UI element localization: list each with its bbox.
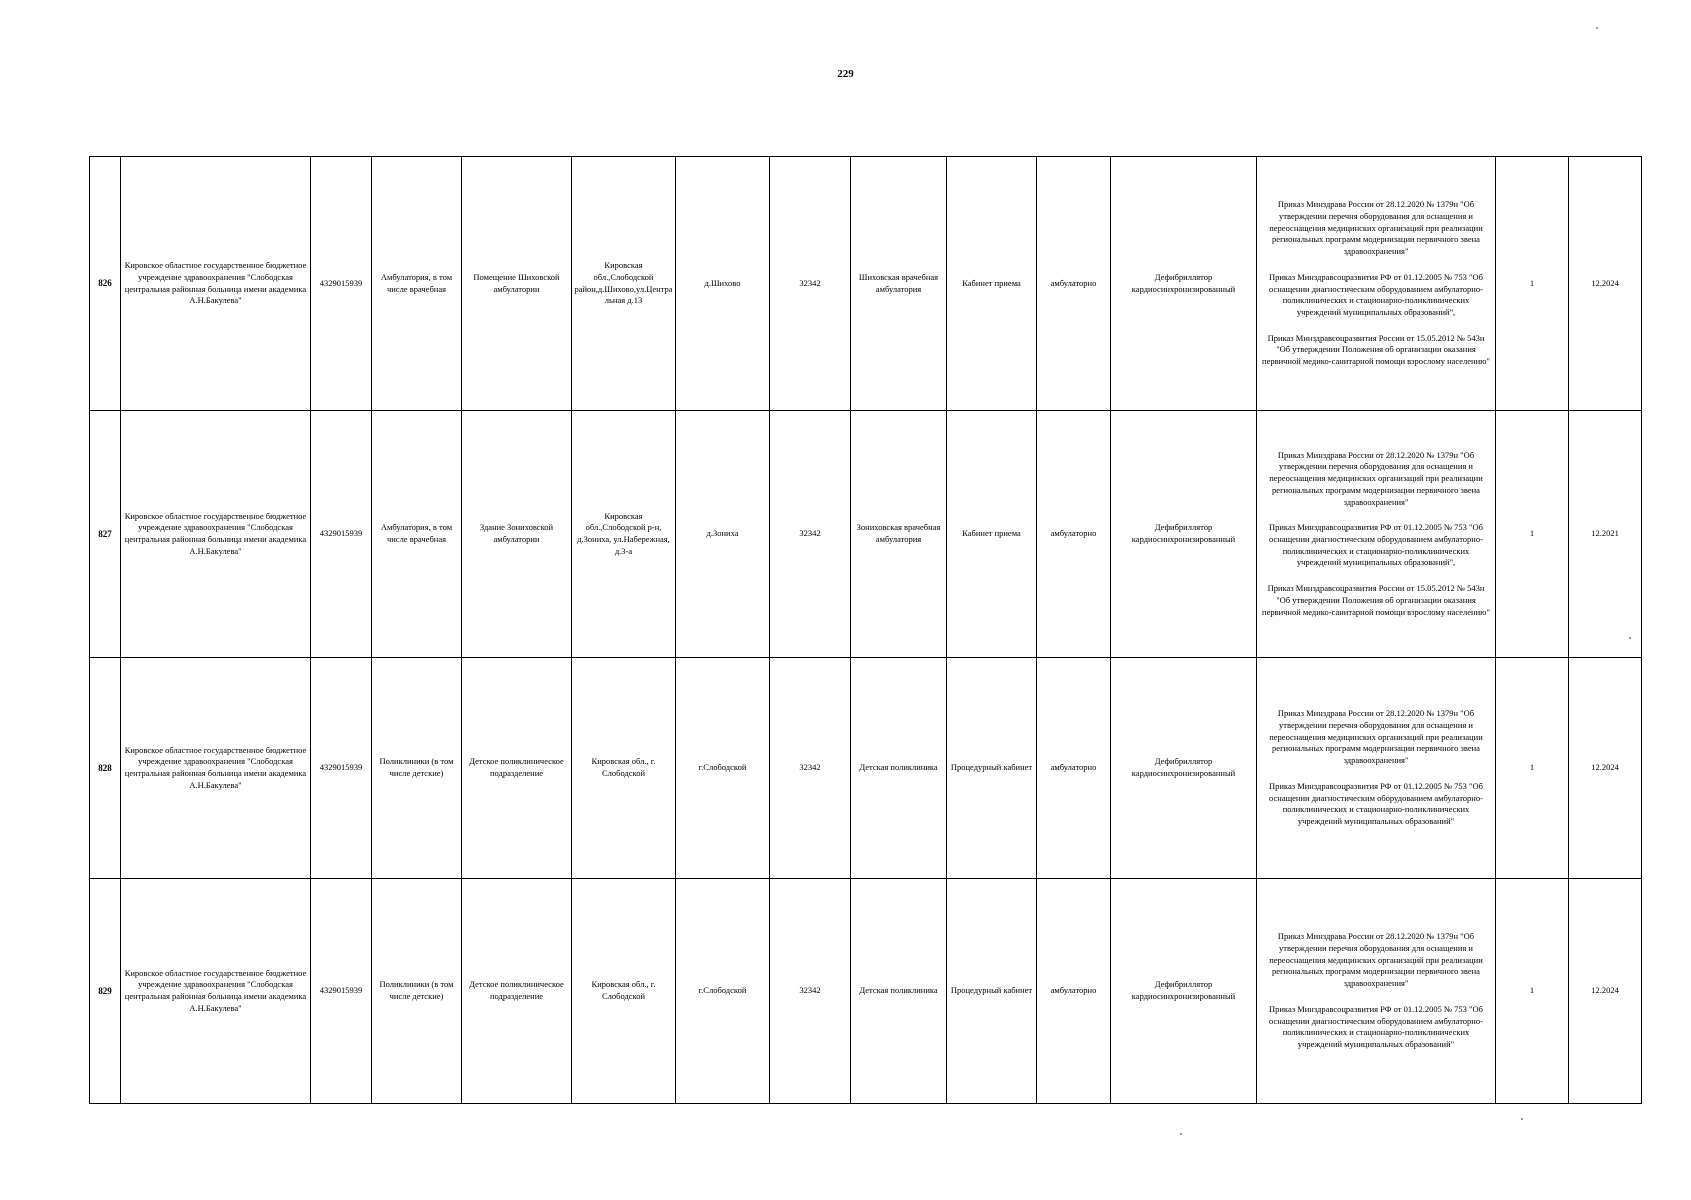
delivery-date: 12.2024 bbox=[1569, 879, 1642, 1104]
document-reference: Приказ Минздравсоцразвития России от 15.05.2012 № 543н "Об утверждении Положения об организации оказания первичной медико-санитарной помощи взрослому населению" bbox=[1262, 583, 1490, 617]
equipment-name: Дефибриллятор кардиосинхронизированный bbox=[1111, 411, 1257, 658]
unit-name: Зониховская врачебная амбулатория bbox=[851, 411, 947, 658]
facility-type: Амбулатория, в том числе врачебная bbox=[372, 411, 462, 658]
quantity: 1 bbox=[1496, 157, 1569, 411]
room-name: Процедурный кабинет bbox=[947, 879, 1037, 1104]
inn: 4329015939 bbox=[311, 879, 372, 1104]
document-reference: Приказ Минздравсоцразвития России от 15.05.2012 № 543н "Об утверждении Положения об организации оказания первичной медико-санитарной помощи взрослому населению" bbox=[1262, 332, 1490, 367]
care-conditions: амбулаторно bbox=[1037, 157, 1111, 411]
facility-type: Амбулатория, в том числе врачебная bbox=[372, 157, 462, 411]
unit-name: Детская поликлиника bbox=[851, 658, 947, 879]
regulatory-documents bbox=[1257, 157, 1496, 411]
quantity: 1 bbox=[1496, 411, 1569, 658]
address: Кировская обл.,Слободской р-н, д.Зониха, ул.Набережная, д.3-а bbox=[572, 411, 676, 658]
care-conditions: амбулаторно bbox=[1037, 658, 1111, 879]
unit-name: Шиховская врачебная амбулатория bbox=[851, 157, 947, 411]
inn: 4329015939 bbox=[311, 411, 372, 658]
document-reference: Приказ Минздравсоцразвития РФ от 01.12.2005 № 753 "Об оснащении диагностическим оборудованием амбулаторно-поликлинических и стационарно-поликлинических учреждений муниципальных образований" bbox=[1269, 780, 1483, 827]
delivery-date: 12.2021 bbox=[1569, 411, 1642, 658]
document-reference: Приказ Минздравсоцразвития РФ от 01.12.2005 № 753 "Об оснащении диагностическим оборудованием амбулаторно-поликлинических и стационарно-поликлинических учреждений муниципальных образований" bbox=[1269, 1003, 1483, 1050]
address: Кировская обл., г. Слободской bbox=[572, 879, 676, 1104]
scan-speck bbox=[1521, 1118, 1523, 1120]
row-number: 828 bbox=[90, 658, 121, 879]
delivery-date: 12.2024 bbox=[1569, 658, 1642, 879]
room-name: Кабинет приема bbox=[947, 157, 1037, 411]
quantity: 1 bbox=[1496, 879, 1569, 1104]
row-number: 827 bbox=[90, 411, 121, 658]
care-conditions: амбулаторно bbox=[1037, 411, 1111, 658]
locality: д.Зониха bbox=[676, 411, 770, 658]
care-conditions: амбулаторно bbox=[1037, 879, 1111, 1104]
locality: г.Слободской bbox=[676, 879, 770, 1104]
building-name: Здание Зониховской амбулатории bbox=[462, 411, 572, 658]
equipment-name: Дефибриллятор кардиосинхронизированный bbox=[1111, 879, 1257, 1104]
row-number: 826 bbox=[90, 157, 121, 411]
code: 32342 bbox=[770, 658, 851, 879]
organization-name: Кировское областное государственное бюджетное учреждение здравоохранения "Слободская центральная районная больница имени академика А.Н.Бакулева" bbox=[121, 658, 311, 879]
scan-speck bbox=[1180, 1133, 1182, 1135]
document-reference: Приказ Минздравсоцразвития РФ от 01.12.2005 № 753 "Об оснащении диагностическим оборудованием амбулаторно-поликлинических и стационарно-поликлинических учреждений муниципальных образований", bbox=[1269, 522, 1483, 568]
document-reference: Приказ Минздрава России от 28.12.2020 № 1379н "Об утверждении перечня оборудования для оснащения и переоснащения медицинских организаций при реализации региональных программ модернизации первичного звена здравоохранения" bbox=[1269, 199, 1483, 257]
address: Кировская обл.,Слободской район,д.Шихово,ул.Центральная д.13 bbox=[572, 157, 676, 411]
delivery-date: 12.2024 bbox=[1569, 157, 1642, 411]
row-number: 829 bbox=[90, 879, 121, 1104]
regulatory-documents bbox=[1257, 658, 1496, 879]
code: 32342 bbox=[770, 411, 851, 658]
building-name: Детское поликлиническое подразделение bbox=[462, 879, 572, 1104]
table-row bbox=[90, 658, 1642, 879]
organization-name: Кировское областное государственное бюджетное учреждение здравоохранения "Слободская центральная районная больница имени академика А.Н.Бакулева" bbox=[121, 157, 311, 411]
code: 32342 bbox=[770, 879, 851, 1104]
locality: д.Шихово bbox=[676, 157, 770, 411]
address: Кировская обл., г. Слободской bbox=[572, 658, 676, 879]
document-reference: Приказ Минздравсоцразвития РФ от 01.12.2005 № 753 "Об оснащении диагностическим оборудованием амбулаторно-поликлинических и стационарно-поликлинических учреждений муниципальных образований", bbox=[1269, 271, 1483, 317]
scan-speck bbox=[1629, 637, 1631, 639]
inn: 4329015939 bbox=[311, 658, 372, 879]
building-name: Помещение Шиховской амбулатории bbox=[462, 157, 572, 411]
organization-name: Кировское областное государственное бюджетное учреждение здравоохранения "Слободская центральная районная больница имени академика А.Н.Бакулева" bbox=[121, 411, 311, 658]
inn: 4329015939 bbox=[311, 157, 372, 411]
unit-name: Детская поликлиника bbox=[851, 879, 947, 1104]
organization-name: Кировское областное государственное бюджетное учреждение здравоохранения "Слободская центральная районная больница имени академика А.Н.Бакулева" bbox=[121, 879, 311, 1104]
equipment-name: Дефибриллятор кардиосинхронизированный bbox=[1111, 157, 1257, 411]
building-name: Детское поликлиническое подразделение bbox=[462, 658, 572, 879]
regulatory-documents bbox=[1257, 411, 1496, 658]
locality: г.Слободской bbox=[676, 658, 770, 879]
document-reference: Приказ Минздрава России от 28.12.2020 № 1379н "Об утверждении перечня оборудования для оснащения и переоснащения медицинских организаций при реализации региональных программ модернизации первичного звена здравоохранения" bbox=[1269, 449, 1483, 507]
scan-speck bbox=[1596, 27, 1598, 29]
code: 32342 bbox=[770, 157, 851, 411]
document-reference: Приказ Минздрава России от 28.12.2020 № 1379н "Об утверждении перечня оборудования для оснащения и переоснащения медицинских организаций при реализации региональных программ модернизации первичного звена здравоохранения" bbox=[1269, 708, 1483, 766]
room-name: Кабинет приема bbox=[947, 411, 1037, 658]
facility-type: Поликлиники (в том числе детские) bbox=[372, 879, 462, 1104]
facility-type: Поликлиники (в том числе детские) bbox=[372, 658, 462, 879]
equipment-register-table bbox=[89, 156, 1642, 1104]
page-number: 229 bbox=[837, 68, 854, 80]
document-reference: Приказ Минздрава России от 28.12.2020 № 1379н "Об утверждении перечня оборудования для оснащения и переоснащения медицинских организаций при реализации региональных программ модернизации первичного звена здравоохранения" bbox=[1269, 931, 1483, 989]
regulatory-documents bbox=[1257, 879, 1496, 1104]
table-row bbox=[90, 157, 1642, 411]
quantity: 1 bbox=[1496, 658, 1569, 879]
table-row bbox=[90, 411, 1642, 658]
table-row bbox=[90, 879, 1642, 1104]
equipment-name: Дефибриллятор кардиосинхронизированный bbox=[1111, 658, 1257, 879]
room-name: Процедурный кабинет bbox=[947, 658, 1037, 879]
